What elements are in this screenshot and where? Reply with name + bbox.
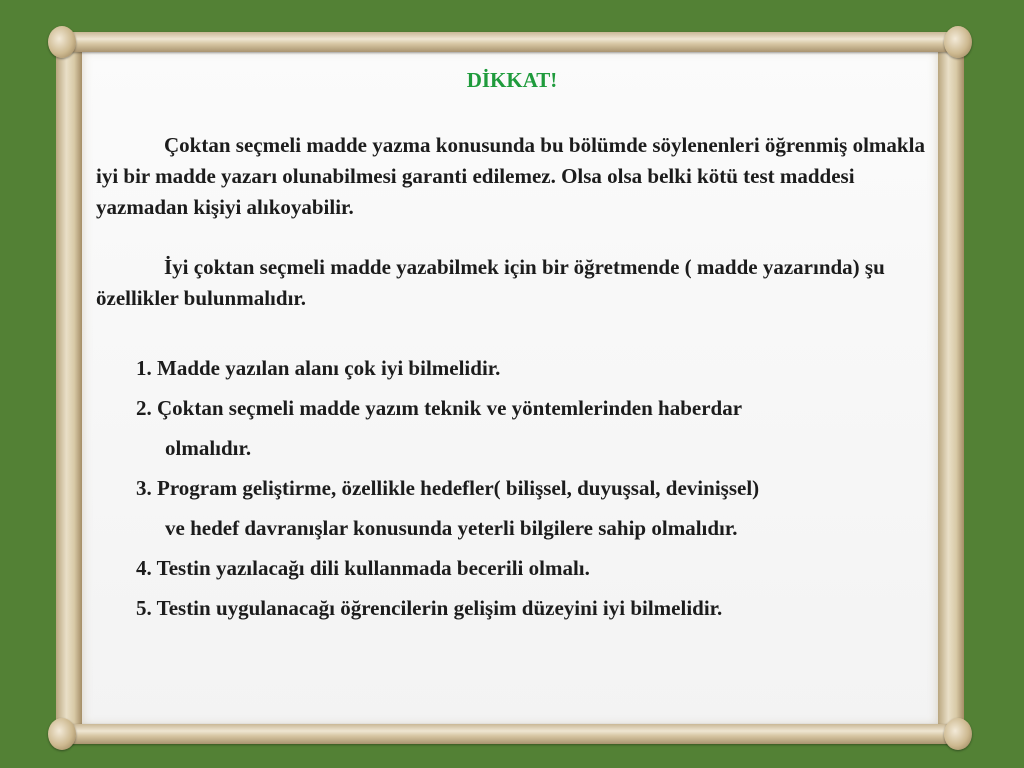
requirements-paragraph [96,252,926,314]
list-item-line: 1. Madde yazılan alanı çok iyi bilmelidir. [136,356,501,380]
scroll-left-edge [56,42,82,734]
requirements-paragraph-text: İyi çoktan seçmeli madde yazabilmek için bir öğretmende ( madde yazarında) şu özellikler bulunmalıdır. [96,255,885,310]
scroll-right-edge [938,42,964,734]
list-item [136,348,936,388]
requirements-list [136,348,936,628]
list-item [136,468,936,548]
list-item [136,548,936,588]
list-item-continuation: ve hedef davranışlar konusunda yeterli bilgilere sahip olmalıdır. [165,516,738,540]
list-item [136,388,936,468]
intro-paragraph-text: Çoktan seçmeli madde yazma konusunda bu bölümde söylenenleri öğrenmiş olmakla iyi bir madde yazarı olunabilmesi garanti edilemez. Olsa olsa belki kötü test maddesi yazmadan kişiyi alıkoyabilir. [96,133,925,219]
scroll-bottom-left-cap [48,718,76,750]
list-item-line: 2. Çoktan seçmeli madde yazım teknik ve yöntemlerinden haberdar [136,396,743,420]
intro-paragraph [96,130,926,223]
list-item-line: 3. Program geliştirme, özellikle hedefler( bilişsel, duyuşsal, devinişsel) [136,476,760,500]
scroll-top-right-cap [944,26,972,58]
list-item-line: 5. Testin uygulanacağı öğrencilerin gelişim düzeyini iyi bilmelidir. [136,596,723,620]
slide-title: DİKKAT! [466,68,558,92]
list-item-continuation: olmalıdır. [165,436,252,460]
scroll-top-rod [52,32,968,52]
scroll-top-left-cap [48,26,76,58]
scroll-bottom-rod [52,724,968,744]
list-item-line: 4. Testin yazılacağı dili kullanmada becerili olmalı. [136,556,590,580]
scroll-bottom-right-cap [944,718,972,750]
list-item [136,588,936,628]
